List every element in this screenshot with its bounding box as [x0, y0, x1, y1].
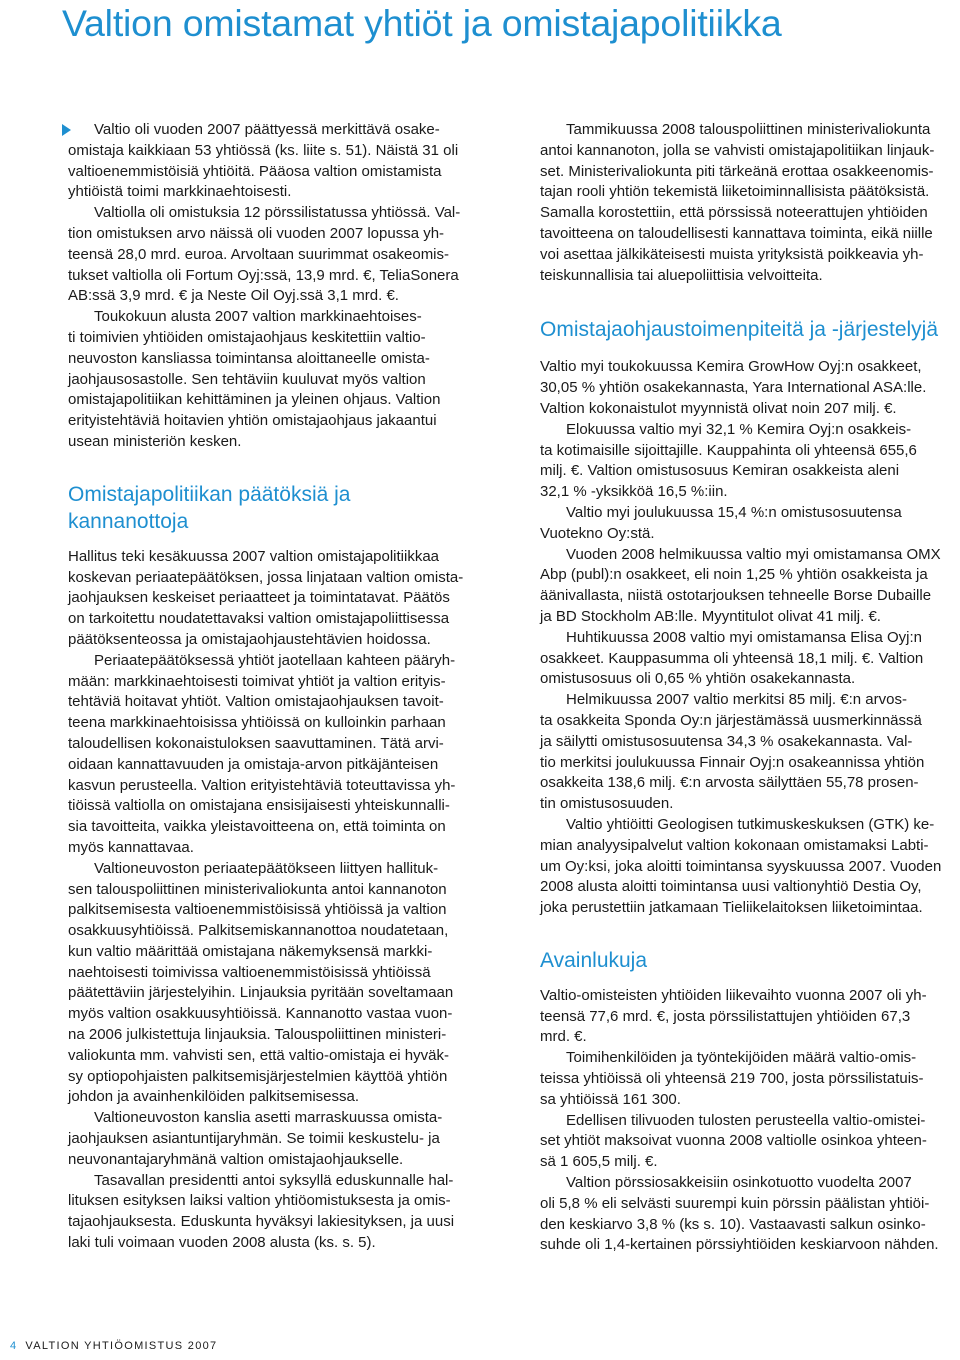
decisions-paragraph-5: Tasavallan presidentti antoi syksyllä eduskunnalle hal- lituksen esityksen laiksi valtion yhtiöomistuksesta ja omis- tajaohjauksesta. Eduskunta hyväksyi lakiesityksen, ja uusi laki tuli voimaan vuoden 2008 alusta (ks. s. 5).	[68, 1171, 455, 1252]
intro-bullet	[68, 120, 486, 203]
publication-title: VALTION YHTIÖOMISTUS 2007	[25, 1340, 218, 1352]
section-heading-decisions: Omistajapolitiikan päätöksiä ja kannanottoja	[68, 482, 351, 533]
measures-paragraph-1: Valtio myi toukokuussa Kemira GrowHow Oyj:n osakkeet, 30,05 % yhtiön osakekannasta, Yara International ASA:lle. Valtion kokonaistulot myynnistä olivat noin 207 milj. €.	[540, 358, 927, 417]
page-footer	[10, 1340, 217, 1352]
measures-paragraph-4: Vuoden 2008 helmikuussa valtio myi omistamansa OMX Abp (publ):n osakkeet, eli noin 1,25 % yhtiön osakkeista ja äänivallasta, niistä ostotarjouksen tehneelle Borse Dubaille ja BD Stockholm AB:lle. Myyntitulot olivat 41 milj. €.	[540, 545, 941, 625]
measures-paragraph-2: Elokuussa valtio myi 32,1 % Kemira Oyj:n osakkeis- ta kotimaisille sijoittajille. Kauppahinta oli yhteensä 655,6 milj. €. Valtion omistusosuus Kemiran osakkeista aleni 32,1 % -yksikköä 16,5 %:iin.	[540, 420, 917, 501]
measures-paragraph-6: Helmikuussa 2007 valtio merkitsi 85 milj. €:n arvos- ta osakkeita Sponda Oy:n järjestämässä uusmerkinnässä ja säilytti omistusosuutensa 34,3 % osakekannasta. Val- tio merkitsi joulukuussa Finnair Oyj:n osakeannissa yhtiön osakkeita 138,6 milj. €:n arvosta säilyttäen 55,78 prosen- tin omistusosuuden.	[540, 691, 925, 813]
decisions-paragraph-2: Periaatepäätöksessä yhtiöt jaotellaan kahteen pääryh- mään: markkinaehtoisesti toimivat yhtiöt ja valtion erityis- tehtäviä hoitavat yhtiöt. Valtion omistajaohjauksen tavoit- teena markkinaehtoisissa yhtiöissä on kulloinkin parhaan taloudellisen kokonaistuloksen saavuttaminen. Tätä arvi- oidaan kannattavuuden ja omistaja-arvon pitkäjänteisen kasvun perusteella. Valtion erityistehtäviä toteuttavissa yh- tiöissä valtiolla on omistajana ensisijaisesti yhteiskunnalli- sia tavoitteita, vaikka yleistavoitteena on, että toiminta on myös kannattavaa.	[68, 651, 456, 856]
measures-paragraph-5: Huhtikuussa 2008 valtio myi omistamansa Elisa Oyj:n osakkeet. Kauppasumma oli yhteensä 18,1 milj. €. Valtion omistusosuus oli 0,65 % yhtiön osakekannasta.	[540, 628, 924, 688]
decisions-paragraph-3: Valtioneuvoston periaatepäätökseen liittyen hallituk- sen talouspoliittinen ministerivaliokunta antoi kannanoton palkitsemisesta valtioenemmistöisissä yhtiöissä ja valtion osakkuusyhtiöissä. Palkitsemiskannanottoa noudatetaan, kun valtio määrittää omistajana näkemyksensä markki- naehtoisesti toimivissa valtioenemmistöisissä yhtiöissä päätettäviin järjestelyihin. Linjauksia pyritään soveltamaan myös valtion osakkuusyhtiöissä. Kannanotto vastaa vuon- na 2006 julkistettuja linjauksia. Talouspoliittinen ministeri- valiokunta mm. vahvisti sen, että valtio-omistaja ei hyväk- sy optiopohjaisten palkitsemisjärjestelmien käyttöä yhtiön johdon ja avainhenkilöiden palkitsemisessa.	[68, 859, 454, 1106]
page-number: 4	[10, 1340, 18, 1352]
section-heading-key-figures: Avainlukuja	[540, 948, 648, 972]
key-figures-paragraph-4: Valtion pörssiosakkeisiin osinkotuotto vuodelta 2007 oli 5,8 % eli selvästi suurempi kuin pörssin päälistan yhtiöi- den keskiarvo 3,8 % (ks s. 10). Vastaavasti salkun osinko- suhde oli 1,4-kertainen pörssiyhtiöiden keskiarvoon nähden.	[540, 1174, 939, 1254]
intro-paragraph: Valtio oli vuoden 2007 päättyessä merkittävä osake- omistaja kaikkiaan 53 yhtiössä (ks. liite s. 51). Näistä 31 oli valtioenemmistöisiä yhtiöitä. Pääosa valtion omistamista yhtiöistä toimi markkinaehtoisesti.	[68, 121, 459, 201]
decisions-paragraph-4: Valtioneuvoston kanslia asetti marraskuussa omista- jaohjauksen asiantuntijaryhmän. Se toimii keskustelu- ja neuvonantajaryhmänä valtion omistajaohjaukselle.	[68, 1109, 443, 1168]
bullet-triangle-icon	[62, 124, 71, 136]
ownership-paragraph: Valtiolla oli omistuksia 12 pörssilistatussa yhtiössä. Val- tion omistuksen arvo näissä oli vuoden 2007 lopussa yh- teensä 28,0 mrd. euroa. Arvoltaan suurimmat osakeomis- tukset valtiolla oli Fortum Oyj:ssä, 13,9 mrd. €, TeliaSonera AB:ssä 3,9 mrd. € ja Neste Oil Oyj.ssä 3,1 mrd. €.	[68, 204, 461, 305]
key-figures-paragraph-1: Valtio-omisteisten yhtiöiden liikevaihto vuonna 2007 oli yh- teensä 77,6 mrd. €, josta pörssilistattujen yhtiöiden 67,3 mrd. €.	[540, 986, 927, 1046]
measures-paragraph-7: Valtio yhtiöitti Geologisen tutkimuskeskuksen (GTK) ke- mian analyysipalvelut valtion kokonaan omistamaksi Labti- um Oy:ksi, joka aloitti toimintansa syyskuussa 2007. Vuoden 2008 alusta aloitti toimintansa uusi valtionyhtiö Destia Oy, joka perustettiin jatkamaan Tieliikelaitoksen liiketoimintaa.	[540, 815, 942, 917]
page-title: Valtion omistamat yhtiöt ja omistajapolitiikka	[62, 2, 782, 44]
key-figures-paragraph-3: Edellisen tilivuoden tulosten perusteella valtio-omistei- set yhtiöt maksoivat vuonna 2008 valtiolle osinkoa yhteen- sä 1 605,5 milj. €.	[540, 1111, 927, 1171]
decisions-paragraph-1: Hallitus teki kesäkuussa 2007 valtion omistajapolitiikkaa koskevan periaatepäätöksen, jossa linjataan valtion omista- jaohjauksen keskeiset periaatteet ja toimintatavat. Päätös on tarkoitettu noudatettavaksi valtion omistajapoliittisessa päätöksenteossa ja omistajaohjaustehtävien hoidossa.	[68, 547, 464, 648]
key-figures-paragraph-2: Toimihenkilöiden ja työntekijöiden määrä valtio-omis- teissa yhtiöissä oli yhteensä 219 700, josta pörssilistatuis- sa yhtiöissä 161 300.	[540, 1049, 924, 1108]
policy-paragraph: Tammikuussa 2008 talouspoliittinen ministerivaliokunta antoi kannanoton, jolla se vahvisti omistajapolitiikan linjauk- set. Ministerivaliokunta piti tärkeänä erottaa osakkeenomis- tajan rooli yhtiön tekemistä liiketoiminnallisista päätöksistä. Samalla korostettiin, että pörssissä noteerattujen yhtiöiden tavoitteena on taloudellisesti kannattava toiminta, eikä niille voi asettaa jälkikäteisesti muista yrityksistä poikkeavia yh- teiskunnallisia tai aluepoliittisia velvoitteita.	[540, 121, 935, 284]
left-column	[68, 120, 486, 1254]
measures-paragraph-3: Valtio myi joulukuussa 15,4 %:n omistusosuutensa Vuotekno Oy:stä.	[540, 503, 902, 542]
right-column	[540, 120, 946, 1256]
steering-paragraph: Toukokuun alusta 2007 valtion markkinaehtoises- ti toimivien yhtiöiden omistajaohjaus keskitettiin valtio- neuvoston kansliassa toimintansa aloittaneelle omista- jaohjausosastolle. Sen tehtäviin kuuluvat myös valtion omistajapolitiikan kehittäminen ja yleinen ohjaus. Valtion erityistehtäviä hoitavien yhtiön omistajaohjaus jakaantui usean ministeriön kesken.	[68, 308, 441, 450]
section-heading-measures: Omistajaohjaustoimenpiteitä ja -järjestelyjä	[540, 318, 939, 342]
